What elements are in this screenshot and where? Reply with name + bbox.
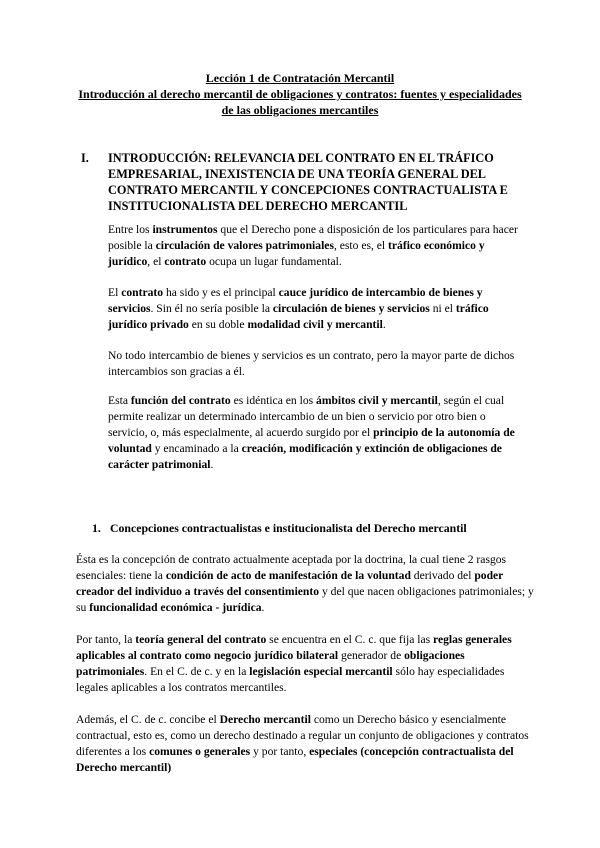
section-title: INTRODUCCIÓN: RELEVANCIA DEL CONTRATO EN EL TRÁFICO EMPRESARIAL, INEXISTENCIA DE UNA TEORÍA GENERAL DEL CONTRATO MERCANTIL Y CONCEPCIONES CONTRACTUALISTA E INSTITUCIONALISTA DEL DERECHO MERCANTIL	[108, 151, 508, 213]
subsection-number: 1.	[92, 521, 101, 535]
paragraph-function: Esta función del contrato es idéntica en los ámbitos civil y mercantil, según el cual permite realizar un determinado intercambio de un bien o servicio por otro bien o servicio, o, más especialmente, al acuerdo surgido por el principio de la autonomía de voluntad y encaminado a la creación, modificación y extinción de obligaciones de carácter patrimonial.	[108, 394, 515, 471]
subsection-heading	[92, 520, 467, 536]
lesson-subtitle-line2: de las obligaciones mercantiles	[221, 103, 379, 117]
section-number: I.	[81, 151, 89, 165]
paragraph-general-theory: Por tanto, la teoría general del contrato se encuentra en el C. c. que fija las reglas generales aplicables al contrato como negocio jurídico bilateral generador de obligaciones patrimoniales. En el C. de c. y en la legislación especial mercantil sólo hay especialidades legales aplicables a los contratos mercantiles.	[76, 633, 512, 694]
subsection-title: Concepciones contractualistas e institucionalista del Derecho mercantil	[110, 521, 467, 535]
paragraph-conception: Ésta es la concepción de contrato actualmente aceptada por la doctrina, la cual tiene 2 rasgos esenciales: tiene la condición de acto de manifestación de la voluntad derivado del poder creador del individuo a través del consentimiento y del que nacen obligaciones patrimoniales; y su funcionalidad económica - jurídica.	[76, 553, 534, 614]
paragraph-commercial-law: Además, el C. de c. concibe el Derecho mercantil como un Derecho básico y esencialmente contractual, esto es, como un derecho destinado a regular un conjunto de obligaciones y contratos diferentes a los comunes o generales y por tanto, especiales (concepción contractualista del Derecho mercantil)	[76, 713, 529, 774]
paragraph-exchanges: No todo intercambio de bienes y servicios es un contrato, pero la mayor parte de dichos intercambios son gracias a él.	[108, 349, 515, 378]
lesson-title: Lección 1 de Contratación Mercantil	[205, 71, 395, 85]
paragraph-contract-channel: El contrato ha sido y es el principal cauce jurídico de intercambio de bienes y servicios. Sin él no sería posible la circulación de bienes y servicios ni el tráfico jurídico privado en su doble modalidad civil y mercantil.	[108, 286, 489, 331]
paragraph-instruments: Entre los instrumentos que el Derecho pone a disposición de los particulares para hacer posible la circulación de valores patrimoniales, esto es, el tráfico económico y jurídico, el contrato ocupa un lugar fundamental.	[108, 223, 518, 268]
lesson-subtitle-line1: Introducción al derecho mercantil de obligaciones y contratos: fuentes y especialidades	[78, 87, 522, 101]
lesson-header	[60, 70, 540, 118]
